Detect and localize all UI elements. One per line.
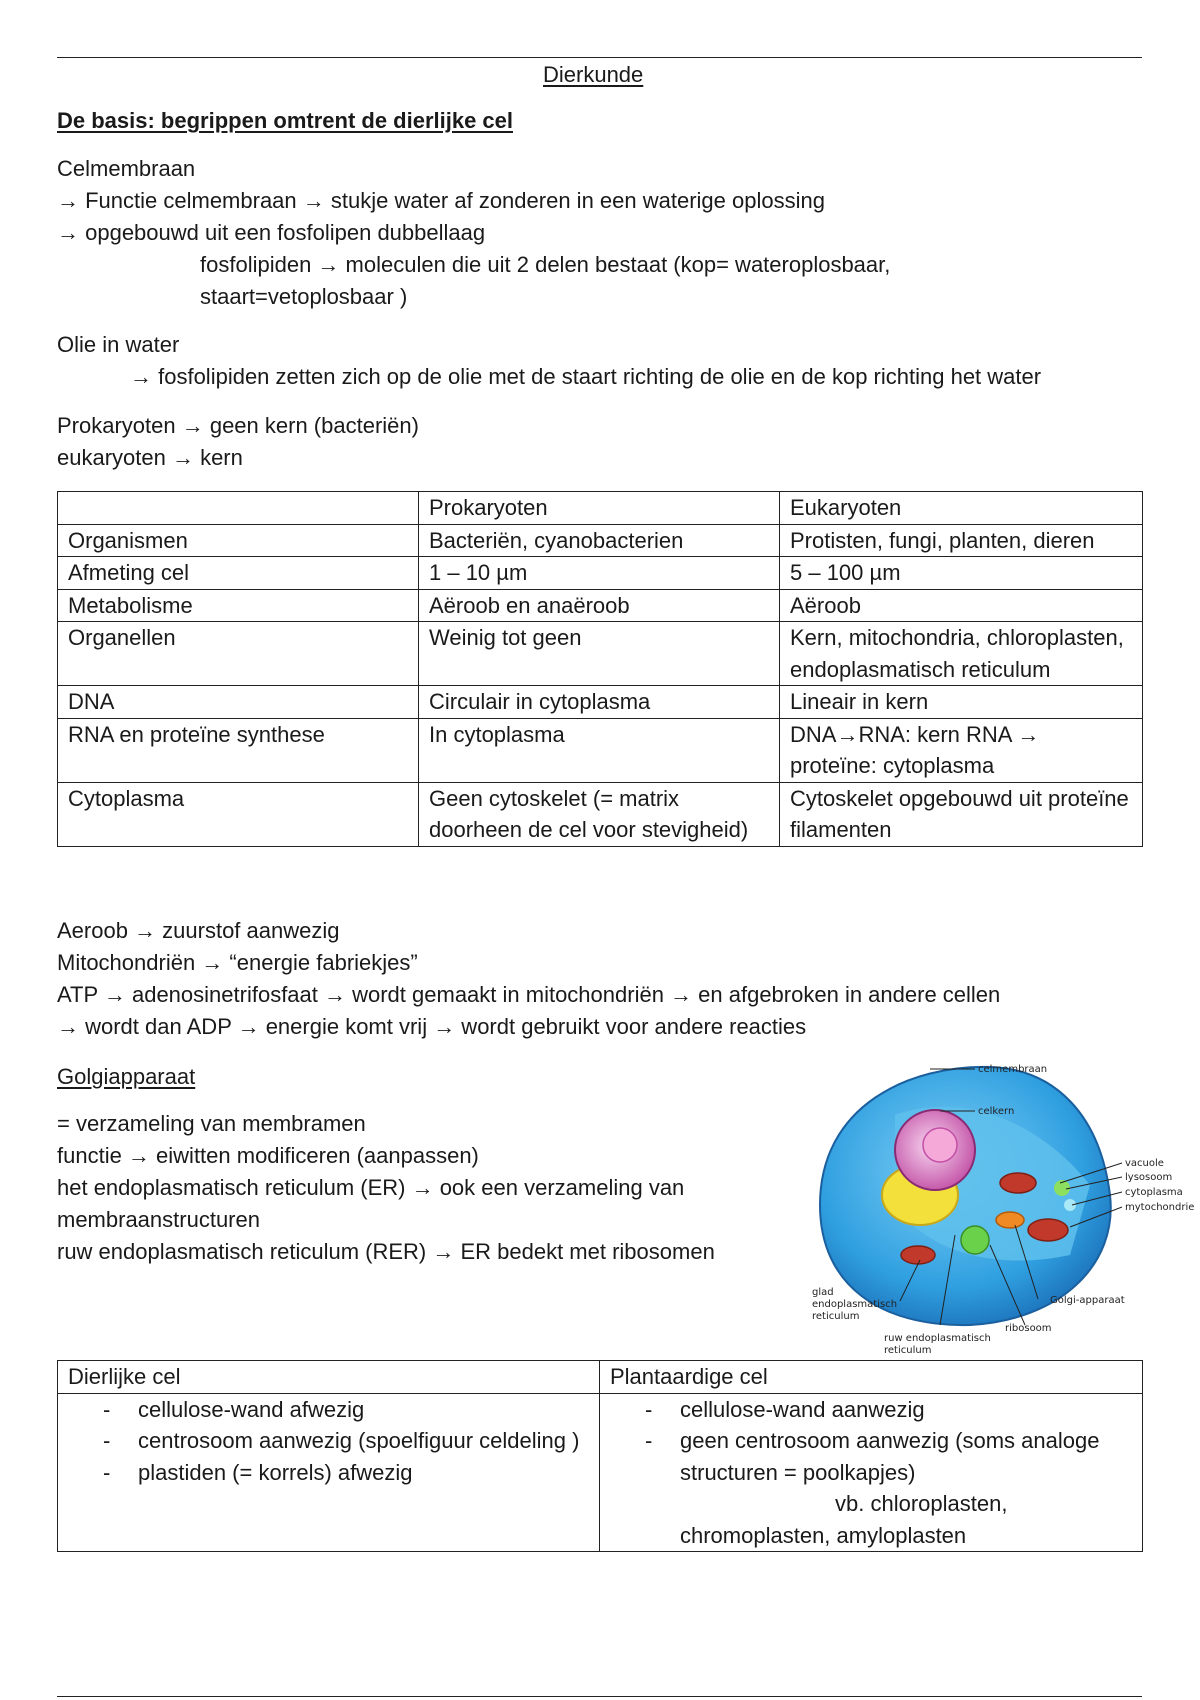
label-ribosoom: ribosoom [1005, 1323, 1052, 1334]
mitochondrion-shape [1000, 1173, 1036, 1193]
table-cell: Bacteriën, cyanobacterien [419, 524, 780, 557]
header-cell [58, 492, 419, 525]
table-cell: DNA→RNA: kern RNA → proteïne: cytoplasma [780, 718, 1143, 782]
table-cell: In cytoplasma [419, 718, 780, 782]
list-item: - geen centrosoom aanwezig (soms analoge structuren = poolkapjes) [680, 1425, 1132, 1488]
plant-extra-2: chromoplasten, amyloplasten [680, 1522, 967, 1548]
label-rough-er-2: reticulum [884, 1345, 932, 1356]
membrane-line-2: → opgebouwd uit een fosfolipen dubbellaag [57, 220, 486, 245]
golgi-line-3: het endoplasmatisch reticulum (ER) → ook een verzameling van [57, 1175, 685, 1200]
label-lysosoom: lysosoom [1125, 1172, 1173, 1183]
bottom-rule [57, 1696, 1142, 1697]
table-row [58, 686, 1143, 719]
table-cell: Protisten, fungi, planten, dieren [780, 524, 1143, 557]
table-cell: Afmeting cel [58, 557, 419, 590]
animal-list [68, 1394, 589, 1489]
oil-line-1: → fosfolipiden zetten zich op de olie met de staart richting de olie en de kop richting het water [130, 364, 1042, 389]
table-cell: Weinig tot geen [419, 622, 780, 686]
label-golgi: Golgi-apparaat [1050, 1295, 1125, 1306]
list-item: - cellulose-wand aanwezig [680, 1394, 1132, 1426]
plant-cell-column [600, 1393, 1143, 1552]
vacuole-shape [961, 1226, 989, 1254]
table-header-row [58, 1361, 1143, 1394]
table-cell: DNA [58, 686, 419, 719]
table-cell: Metabolisme [58, 589, 419, 622]
label-smooth-er-1: glad [812, 1287, 834, 1298]
table-row [58, 782, 1143, 846]
mitochondrion-shape [901, 1246, 935, 1264]
animal-cell-diagram [800, 1055, 1200, 1360]
list-item: - centrosoom aanwezig (spoelfiguur celdeling ) [138, 1425, 589, 1457]
table-cell: Kern, mitochondria, chloroplasten, endoplasmatisch reticulum [780, 622, 1143, 686]
label-celkern: celkern [978, 1106, 1015, 1117]
after-line-4: → wordt dan ADP → energie komt vrij → wordt gebruikt voor andere reacties [57, 1014, 807, 1039]
table-row [58, 524, 1143, 557]
table-cell: RNA en proteïne synthese [58, 718, 419, 782]
karyote-line-2: eukaryoten → kern [57, 445, 243, 470]
after-line-1: Aeroob → zuurstof aanwezig [57, 918, 340, 943]
header-cell-plant: Plantaardige cel [600, 1361, 1143, 1394]
table-cell: Cytoskelet opgebouwd uit proteïne filamenten [780, 782, 1143, 846]
cell-comparison-table [57, 1360, 1143, 1552]
golgi-title: Golgiapparaat [57, 1064, 196, 1089]
page-title: Dierkunde [543, 62, 644, 87]
golgi-line-4: membraanstructuren [57, 1207, 260, 1232]
list-item: - plastiden (= korrels) afwezig [138, 1457, 589, 1489]
label-cytoplasma: cytoplasma [1125, 1187, 1183, 1198]
label-mytochondrie: mytochondrie [1125, 1202, 1195, 1213]
ribosome-shape [1064, 1199, 1076, 1211]
membrane-line-3: fosfolipiden → moleculen die uit 2 delen bestaat (kop= wateroplosbaar, [200, 252, 891, 277]
table-cell: 1 – 10 µm [419, 557, 780, 590]
section-heading: De basis: begrippen omtrent de dierlijke cel [57, 108, 514, 133]
top-rule [57, 57, 1142, 58]
label-smooth-er-2: endoplasmatisch [812, 1299, 898, 1310]
golgi-line-2: functie → eiwitten modificeren (aanpassen) [57, 1143, 479, 1168]
karyote-line-1: Prokaryoten → geen kern (bacteriën) [57, 413, 419, 438]
plant-extra-1: vb. chloroplasten, [835, 1491, 1008, 1516]
table-row [58, 1393, 1143, 1552]
label-rough-er-1: ruw endoplasmatisch [884, 1333, 991, 1344]
after-line-3: ATP → adenosinetrifosfaat → wordt gemaakt in mitochondriën → en afgebroken in andere cellen [57, 982, 1001, 1007]
membrane-title: Celmembraan [57, 156, 196, 181]
membrane-line-1: → Functie celmembraan → stukje water af zonderen in een waterige oplossing [57, 188, 825, 213]
table-cell: Organismen [58, 524, 419, 557]
animal-cell-column [58, 1393, 600, 1552]
membrane-line-4: staart=vetoplosbaar ) [200, 284, 408, 309]
golgi-line-1: = verzameling van membramen [57, 1111, 366, 1136]
table-header-row [58, 492, 1143, 525]
golgi-shape [996, 1212, 1024, 1228]
table-row [58, 622, 1143, 686]
plant-list [610, 1394, 1132, 1489]
table-cell: Aëroob en anaëroob [419, 589, 780, 622]
list-item: - cellulose-wand afwezig [138, 1394, 589, 1426]
oil-title: Olie in water [57, 332, 180, 357]
table-cell: Cytoplasma [58, 782, 419, 846]
table-row [58, 589, 1143, 622]
nucleolus-shape [923, 1128, 957, 1162]
header-cell-animal: Dierlijke cel [58, 1361, 600, 1394]
table-cell: Lineair in kern [780, 686, 1143, 719]
label-smooth-er-3: reticulum [812, 1311, 860, 1322]
header-cell: Prokaryoten [419, 492, 780, 525]
after-line-2: Mitochondriën → “energie fabriekjes” [57, 950, 418, 975]
table-cell: 5 – 100 µm [780, 557, 1143, 590]
karyote-comparison-table [57, 491, 1143, 847]
mitochondrion-shape [1028, 1219, 1068, 1241]
header-cell: Eukaryoten [780, 492, 1143, 525]
table-row [58, 557, 1143, 590]
table-cell: Geen cytoskelet (= matrix doorheen de cel voor stevigheid) [419, 782, 780, 846]
golgi-line-5: ruw endoplasmatisch reticulum (RER) → ER bedekt met ribosomen [57, 1239, 715, 1264]
label-celmembraan: celmembraan [978, 1064, 1048, 1075]
table-cell: Circulair in cytoplasma [419, 686, 780, 719]
table-cell: Organellen [58, 622, 419, 686]
table-cell: Aëroob [780, 589, 1143, 622]
label-vacuole: vacuole [1125, 1158, 1164, 1169]
table-row [58, 718, 1143, 782]
